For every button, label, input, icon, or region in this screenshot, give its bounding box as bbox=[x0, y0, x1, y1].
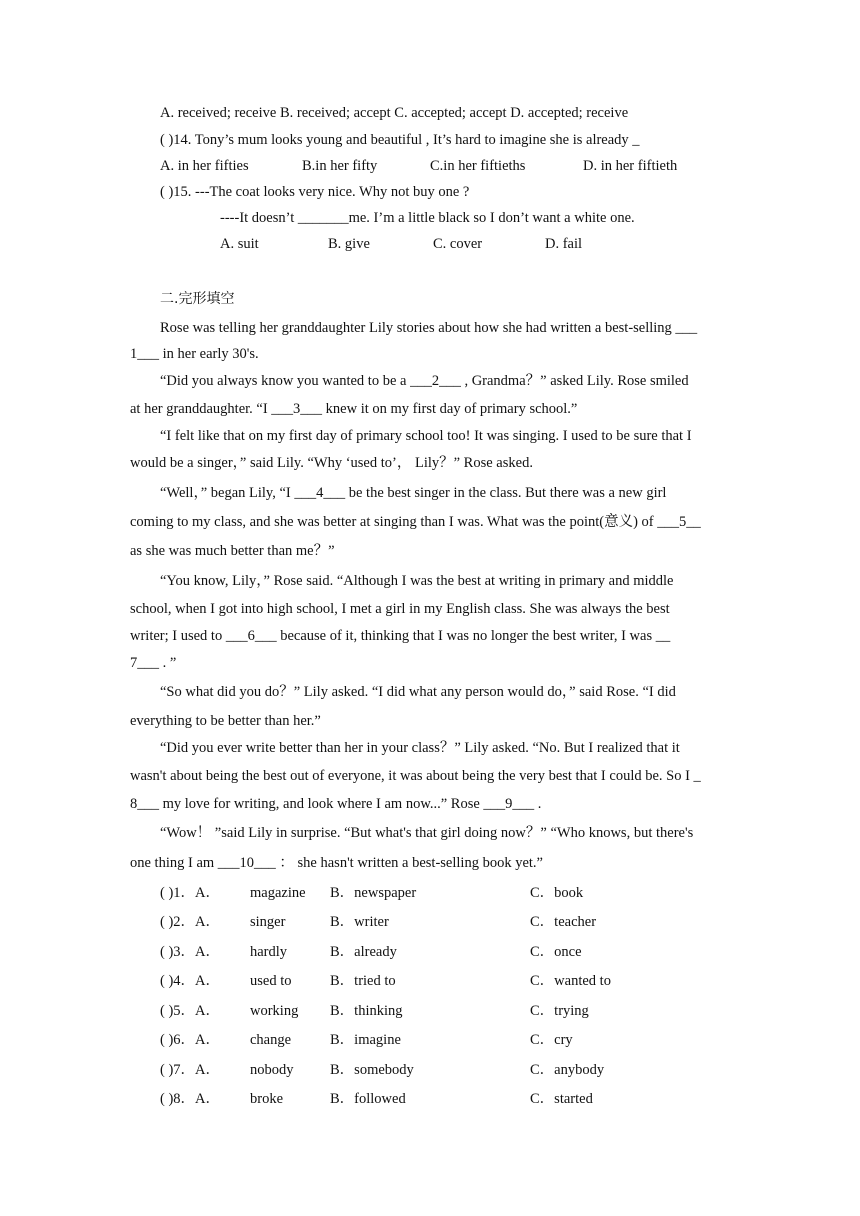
choice-b: B．thinking bbox=[330, 1003, 403, 1019]
choice-number: ( )1．A． bbox=[160, 885, 221, 901]
passage-line: one thing I am ___10___ ： she hasn't written a best-selling book yet.” bbox=[130, 855, 543, 871]
passage-line: wasn't about being the best out of everyone, it was about being the very best that I could be. So I _ bbox=[130, 768, 701, 784]
choice-b: B．already bbox=[330, 944, 397, 960]
choice-number: ( )5．A． bbox=[160, 1003, 221, 1019]
choice-a: magazine bbox=[250, 885, 306, 901]
passage-line: coming to my class, and she was better at singing than I was. What was the point(意义) of ___5__ bbox=[130, 514, 701, 530]
passage-line: writer; I used to ___6___ because of it, thinking that I was no longer the best writer, I was __ bbox=[130, 628, 671, 644]
q13-options: A. received; receive B. received; accept C. accepted; accept D. accepted; receive bbox=[160, 105, 629, 121]
passage-line: as she was much better than me？” bbox=[130, 543, 335, 559]
q14-option-d: D. in her fiftieth bbox=[583, 158, 678, 174]
choice-number: ( )4．A． bbox=[160, 973, 221, 989]
choice-c: C．trying bbox=[530, 1003, 589, 1019]
choice-b: B．newspaper bbox=[330, 885, 417, 901]
q15-option-c: C. cover bbox=[433, 236, 483, 252]
passage-line: “Did you always know you wanted to be a ___2___ , Grandma？” asked Lily. Rose smiled bbox=[160, 373, 689, 389]
passage-line: “I felt like that on my first day of primary school too! It was singing. I used to be sure that I bbox=[160, 428, 692, 444]
choice-number: ( )8．A． bbox=[160, 1091, 221, 1107]
passage-line: “So what did you do？” Lily asked. “I did what any person would do，” said Rose. “I did bbox=[160, 684, 676, 700]
choice-a: working bbox=[250, 1003, 299, 1019]
choice-number: ( )2．A． bbox=[160, 914, 221, 930]
q14-option-c: C.in her fiftieths bbox=[430, 158, 526, 174]
choice-c: C．anybody bbox=[530, 1062, 605, 1078]
q15-option-a: A. suit bbox=[220, 236, 259, 252]
section-heading: 二.完形填空 bbox=[160, 291, 235, 307]
q15-option-d: D. fail bbox=[545, 236, 583, 252]
choice-a: change bbox=[250, 1032, 292, 1048]
passage-line: Rose was telling her granddaughter Lily stories about how she had written a best-selling ___ bbox=[160, 320, 698, 336]
passage-line: school, when I got into high school, I met a girl in my English class. She was always the best bbox=[130, 601, 670, 617]
choice-a: used to bbox=[250, 973, 292, 989]
choice-c: C．cry bbox=[530, 1032, 573, 1048]
choice-a: nobody bbox=[250, 1062, 294, 1078]
passage-line: at her granddaughter. “I ___3___ knew it on my first day of primary school.” bbox=[130, 401, 578, 417]
q14-option-b: B.in her fifty bbox=[302, 158, 378, 174]
choice-b: B．somebody bbox=[330, 1062, 414, 1078]
q15-stem: ( )15. ---The coat looks very nice. Why not buy one ? bbox=[160, 184, 470, 200]
passage-line: 7___ . ” bbox=[130, 655, 177, 671]
choice-a: singer bbox=[250, 914, 286, 930]
choice-number: ( )3．A． bbox=[160, 944, 221, 960]
choice-a: broke bbox=[250, 1091, 284, 1107]
choice-b: B．followed bbox=[330, 1091, 406, 1107]
choice-c: C．once bbox=[530, 944, 582, 960]
choice-number: ( )6．A． bbox=[160, 1032, 221, 1048]
q14-stem: ( )14. Tony’s mum looks young and beautiful , It’s hard to imagine she is already _ bbox=[160, 132, 640, 148]
choice-b: B．imagine bbox=[330, 1032, 401, 1048]
passage-line: “You know, Lily，” Rose said. “Although I was the best at writing in primary and middle bbox=[160, 573, 674, 589]
passage-line: would be a singer，” said Lily. “Why ‘used to’， Lily？” Rose asked. bbox=[130, 455, 533, 471]
passage-line: 1___ in her early 30's. bbox=[130, 346, 259, 362]
choice-b: B．tried to bbox=[330, 973, 396, 989]
choice-c: C．started bbox=[530, 1091, 593, 1107]
q14-option-a: A. in her fifties bbox=[160, 158, 249, 174]
choice-c: C．book bbox=[530, 885, 584, 901]
q15-option-b: B. give bbox=[328, 236, 370, 252]
passage-line: everything to be better than her.” bbox=[130, 713, 321, 729]
q15-reply: ----It doesn’t _______me. I’m a little black so I don’t want a white one. bbox=[220, 210, 635, 226]
passage-line: “Wow！ ”said Lily in surprise. “But what's that girl doing now？” “Who knows, but there's bbox=[160, 825, 694, 841]
choice-number: ( )7．A． bbox=[160, 1062, 221, 1078]
choice-b: B．writer bbox=[330, 914, 389, 930]
choice-c: C．teacher bbox=[530, 914, 597, 930]
passage-line: “Well，” began Lily, “I ___4___ be the best singer in the class. But there was a new girl bbox=[160, 485, 667, 501]
choice-a: hardly bbox=[250, 944, 288, 960]
choice-c: C．wanted to bbox=[530, 973, 611, 989]
passage-line: “Did you ever write better than her in your class？” Lily asked. “No. But I realized that it bbox=[160, 740, 680, 756]
passage-line: 8___ my love for writing, and look where I am now...” Rose ___9___ . bbox=[130, 796, 542, 812]
